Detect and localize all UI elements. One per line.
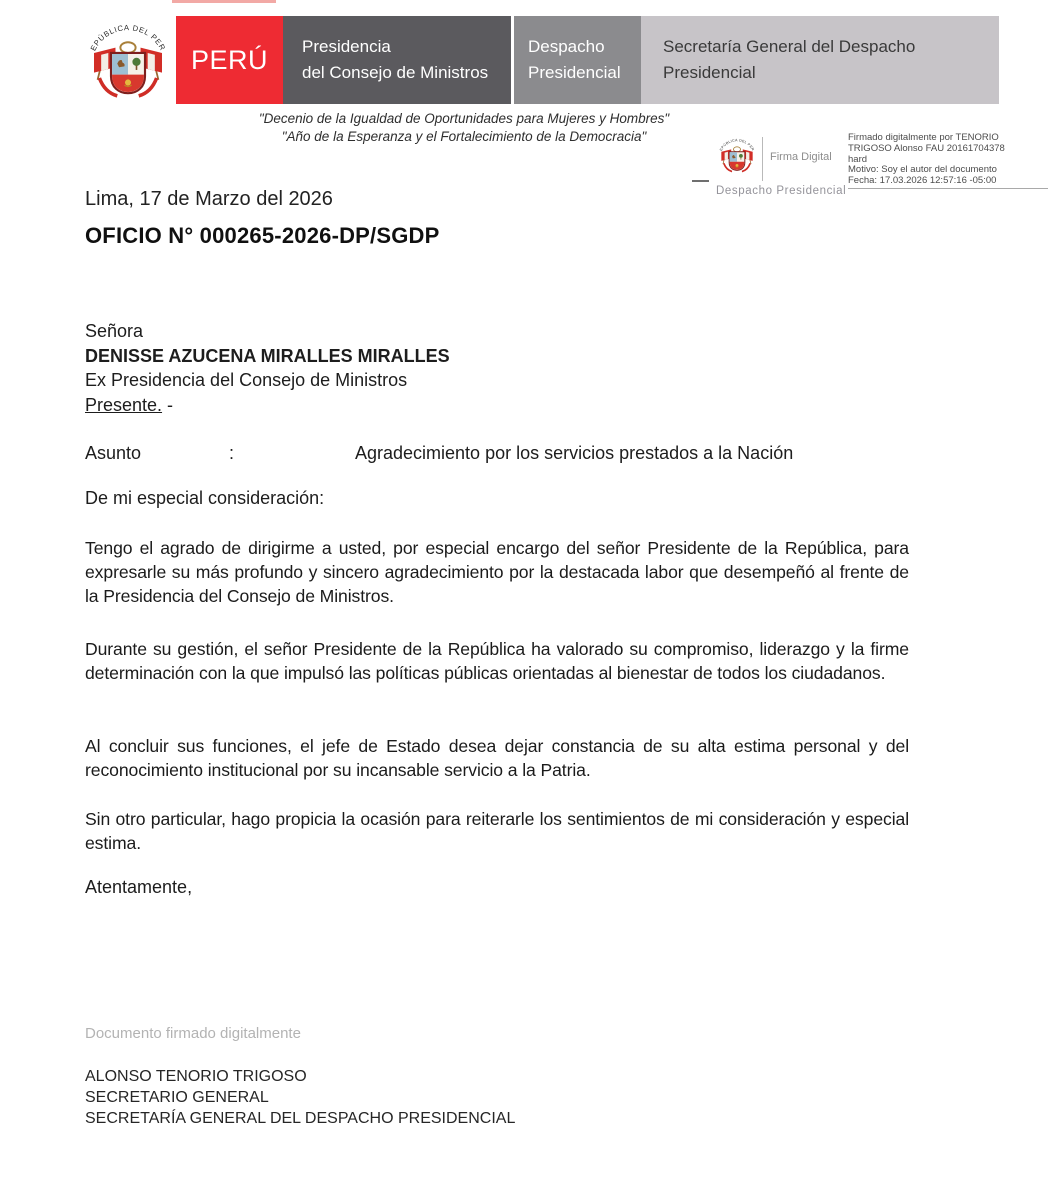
recipient-block <box>85 319 450 417</box>
despacho-block <box>514 16 641 104</box>
body-paragraph: Tengo el agrado de dirigirme a usted, por especial encargo del señor Presidente de la República, para expresarle su más profundo y sincero agradecimiento por la destacada labor que desempeñó al frente de la Presidencia del Consejo de Ministros. <box>85 538 909 607</box>
oficio-reference: OFICIO N° 000265-2026-DP/SGDP <box>85 223 440 248</box>
signer-org: SECRETARÍA GENERAL DEL DESPACHO PRESIDENCIAL <box>85 1110 516 1127</box>
stamp-divider <box>762 137 763 181</box>
motto-line2: "Año de la Esperanza y el Fortalecimiento de la Democracia" <box>281 129 647 144</box>
pcm-line1: Presidencia <box>302 37 391 56</box>
peru-brand-block <box>176 16 283 104</box>
stamp-coat-of-arms-icon <box>716 132 758 179</box>
stamp-text-line: Firmado digitalmente por TENORIO <box>848 132 999 143</box>
digital-signature-stamp <box>692 129 1048 207</box>
presente-suffix: - <box>162 394 174 415</box>
body-paragraph: Durante su gestión, el señor Presidente de la República ha valorado su compromiso, liderazgo y la firme determinación con la que impulsó las políticas públicas orientadas al bienestar de todos los ciudadanos. <box>85 639 909 684</box>
stamp-text-line: Fecha: 17.03.2026 12:57:16 -05:00 <box>848 176 1048 189</box>
motto-line1: "Decenio de la Igualdad de Oportunidades para Mujeres y Hombres" <box>258 111 670 126</box>
recipient-salutation: Señora <box>85 321 144 341</box>
institution-header <box>176 16 999 104</box>
subject-row <box>85 443 793 464</box>
letter-greeting: De mi especial consideración: <box>85 488 325 508</box>
secretaria-block <box>641 16 999 104</box>
despacho-line2: Presidencial <box>528 63 621 82</box>
pcm-block <box>283 16 511 104</box>
stamp-text-line: Motivo: Soy el autor del documento <box>848 164 997 176</box>
body-paragraph: Al concluir sus funciones, el jefe de Estado desea dejar constancia de su alta estima personal y del reconocimiento institucional por su incansable servicio a la Patria. <box>85 736 909 781</box>
stamp-text-line: hard <box>848 153 868 165</box>
recipient-presente <box>85 393 450 418</box>
subject-separator: : <box>229 443 235 463</box>
presente-underlined: Presente. <box>85 394 163 415</box>
letter-date: Lima, 17 de Marzo del 2026 <box>85 188 333 210</box>
signer-block <box>85 1066 515 1129</box>
letter-closing: Atentamente, <box>85 877 193 897</box>
digitally-signed-note: Documento firmado digitalmente <box>85 1025 301 1042</box>
despacho-line1: Despacho <box>528 37 605 56</box>
stamp-text-line: TRIGOSO Alonso FAU 20161704378 <box>848 142 1005 154</box>
signer-role: SECRETARIO GENERAL <box>85 1089 269 1106</box>
recipient-name: DENISSE AZUCENA MIRALLES MIRALLES <box>85 345 450 366</box>
body-paragraph: Sin otro particular, hago propicia la ocasión para reiterarle los sentimientos de mi consideración y especial estima. <box>85 809 909 854</box>
top-red-accent-bar <box>172 0 276 3</box>
secretaria-line2: Presidencial <box>663 63 756 82</box>
peru-brand-label: PERÚ <box>190 45 268 75</box>
peru-coat-of-arms-icon <box>82 10 174 112</box>
stamp-left-dash <box>692 180 709 182</box>
stamp-firma-digital-label: Firma Digital <box>770 151 832 163</box>
recipient-title: Ex Presidencia del Consejo de Ministros <box>85 370 408 390</box>
signer-name: ALONSO TENORIO TRIGOSO <box>85 1068 307 1085</box>
stamp-office-label: Despacho Presidencial <box>716 185 847 197</box>
pcm-line2: del Consejo de Ministros <box>302 63 489 82</box>
subject-text: Agradecimiento por los servicios prestados a la Nación <box>355 443 794 463</box>
subject-label: Asunto <box>85 443 142 463</box>
stamp-certificate-text <box>848 133 1048 189</box>
secretaria-line1: Secretaría General del Despacho <box>663 37 916 56</box>
